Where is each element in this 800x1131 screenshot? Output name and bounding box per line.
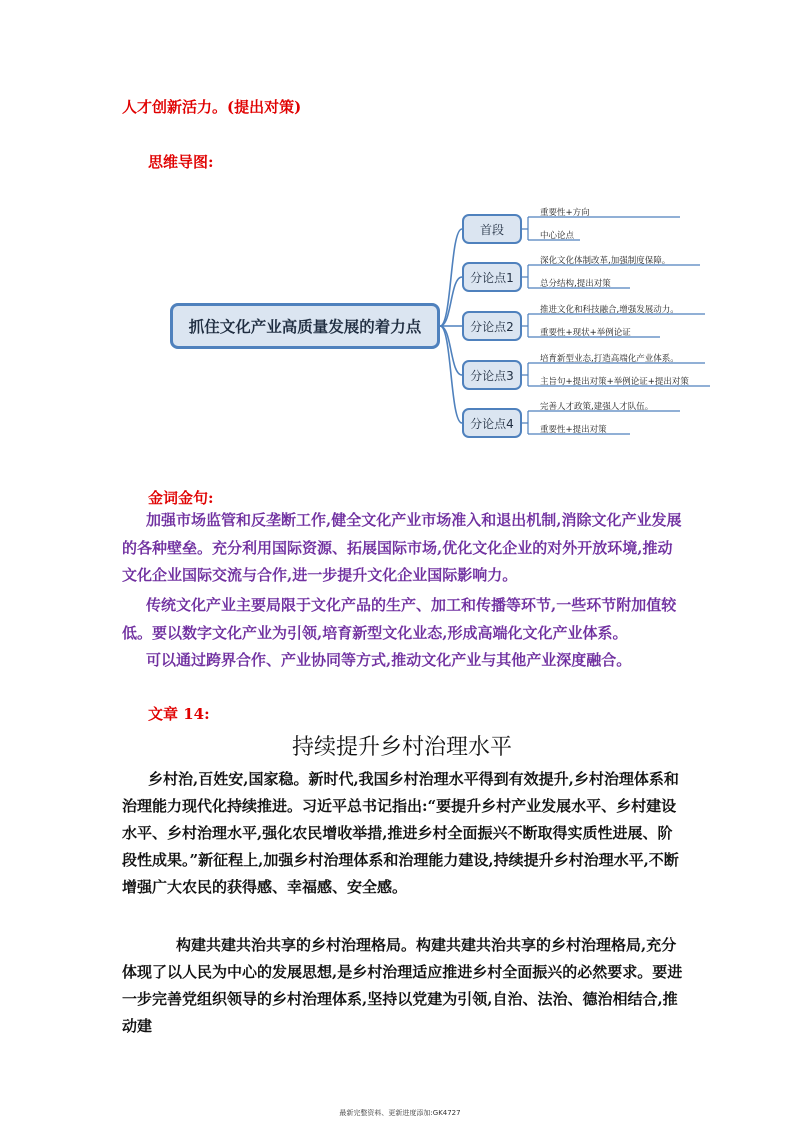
- mind-map-branch-point3: 分论点3: [462, 360, 522, 390]
- article-title: 持续提升乡村治理水平: [291, 735, 512, 760]
- golden-sentence-paragraph: 传统文化产业主要局限于文化产品的生产、加工和传播等环节,一些环节附加值较低。要以数字文化产业为引领,培育新型文化业态,形成高端化文化产业体系。: [122, 596, 677, 642]
- golden-sentence-paragraph: 加强市场监管和反垄断工作,健全文化产业市场准入和退出机制,消除文化产业发展的各种壁垒。充分利用国际资源、拓展国际市场,优化文化企业的对外开放环境,推动文化企业国际交流与合作,进一步提升文化企业国际影响力。: [122, 511, 682, 584]
- mind-map-central-node: 抓住文化产业高质量发展的着力点: [170, 303, 440, 349]
- mind-map-branch-point2: 分论点2: [462, 311, 522, 341]
- article-paragraph: 乡村治,百姓安,国家稳。新时代,我国乡村治理水平得到有效提升,乡村治理体系和治理能力现代化持续推进。习近平总书记指出:“要提升乡村产业发展水平、乡村建设水平、乡村治理水平,强化农民增收举措,推进乡村全面振兴不断取得实质性进展、阶段性成果。”新征程上,加强乡村治理体系和治理能力建设,持续提升乡村治理水平,不断增强广大农民的获得感、幸福感、安全感。: [122, 770, 679, 896]
- heading-talent: 人才创新活力。(提出对策): [122, 98, 302, 116]
- mind-map-branch-intro: 首段: [462, 214, 522, 244]
- mind-map-leaf: 深化文化体制改革,加强制度保障。: [540, 256, 671, 266]
- mind-map-leaf: 中心论点: [540, 231, 575, 241]
- mind-map-leaf: 推进文化和科技融合,增强发展动力。: [540, 305, 679, 315]
- heading-golden-sentences: 金词金句:: [148, 489, 214, 507]
- golden-sentence-paragraph: 可以通过跨界合作、产业协同等方式,推动文化产业与其他产业深度融合。: [146, 651, 632, 669]
- mind-map-leaf: 重要性+提出对策: [540, 425, 607, 435]
- heading-mindmap: 思维导图:: [148, 153, 214, 171]
- mind-map-leaf: 总分结构,提出对策: [540, 279, 611, 289]
- mind-map-leaf: 主旨句+提出对策+举例论证+提出对策: [540, 377, 689, 387]
- mind-map-branch-point1: 分论点1: [462, 262, 522, 292]
- mind-map-branch-point4: 分论点4: [462, 408, 522, 438]
- footer-note: 最新完整资料、更新进度添加:GK4727: [339, 1109, 461, 1117]
- mind-map-leaf: 重要性+现状+举例论证: [540, 328, 631, 338]
- mind-map: [160, 196, 720, 446]
- mind-map-leaf: 完善人才政策,建强人才队伍。: [540, 402, 654, 412]
- mind-map-leaf: 培育新型业态,打造高端化产业体系。: [540, 354, 679, 364]
- heading-article: 文章 14:: [148, 705, 210, 723]
- mind-map-leaf: 重要性+方向: [540, 208, 590, 218]
- article-paragraph: 构建共建共治共享的乡村治理格局。构建共建共治共享的乡村治理格局,充分体现了以人民为中心的发展思想,是乡村治理适应推进乡村全面振兴的必然要求。要进一步完善党组织领导的乡村治理体系,坚持以党建为引领,自治、法治、德治相结合,推动建: [122, 936, 683, 1035]
